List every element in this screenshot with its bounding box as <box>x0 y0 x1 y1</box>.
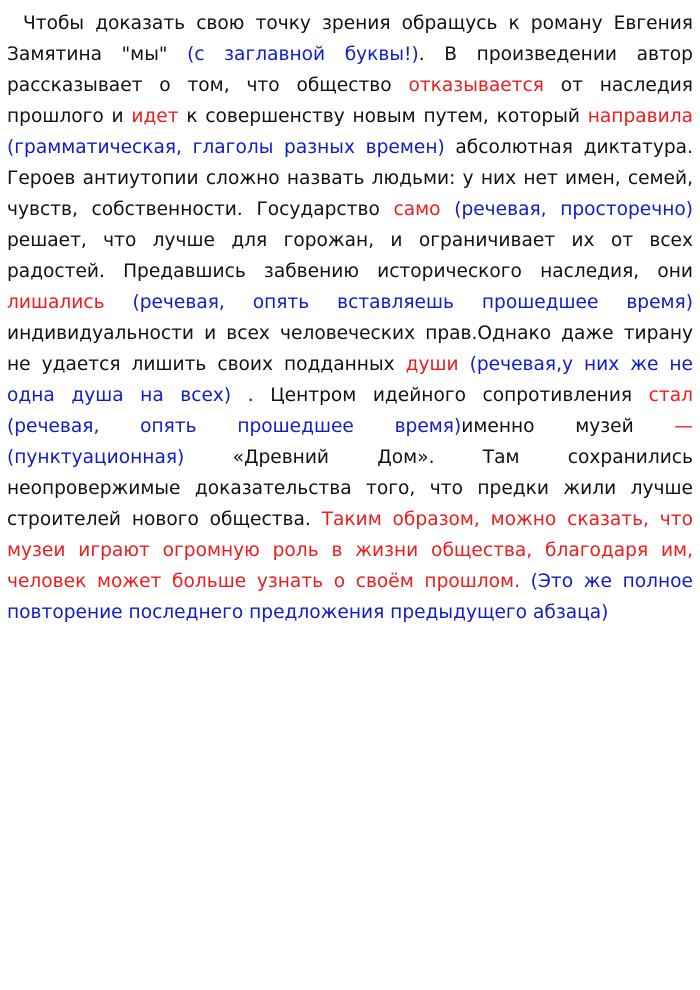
essay-text: к совершенству новым путем, который <box>178 106 588 127</box>
essay-paragraph <box>7 8 693 628</box>
essay-text: «Древний Дом». Там сохранились неопровержимые доказательства того, что предки жили лучше строителей нового общества. <box>7 447 693 530</box>
highlighted-error-text: — <box>674 416 693 437</box>
teacher-comment: (пунктуационная) <box>7 447 185 468</box>
highlighted-error-text: души <box>405 354 459 375</box>
highlighted-error-text: отказывается <box>408 75 544 96</box>
essay-text: индивидуальности и всех человеческих прав.Однако даже тирану не удается лишить своих подданных <box>7 323 693 375</box>
essay-text: именно музей <box>461 416 675 437</box>
essay-text: Чтобы доказать свою точку зрения обращусь к роману Евгения Замятина "мы" <box>7 13 693 65</box>
highlighted-error-text: идет <box>131 106 179 127</box>
essay-text <box>441 199 455 220</box>
highlighted-error-text: Таким образом, можно сказать, что музеи играют огромную роль в жизни общества, благодаря им, человек может больше узнать о своём прошлом. <box>7 509 693 592</box>
highlighted-error-text: само <box>393 199 441 220</box>
teacher-comment: (речевая,у них же не одна душа на всех) <box>7 354 693 406</box>
essay-text: . В произведении автор рассказывает о том, что общество <box>7 44 693 96</box>
essay-text <box>520 571 531 592</box>
teacher-comment: (речевая, опять прошедшее время) <box>7 416 462 437</box>
teacher-comment: (с заглавной буквы!) <box>187 44 419 65</box>
teacher-comment: (речевая, просторечно) <box>454 199 693 220</box>
teacher-comment: (грамматическая, глаголы разных времен) <box>7 137 445 158</box>
teacher-comment: (Это же полное повторение последнего предложения предыдущего абзаца) <box>7 571 693 623</box>
highlighted-error-text: лишались <box>7 292 105 313</box>
highlighted-error-text: стал <box>648 385 693 406</box>
essay-text: решает, что лучше для горожан, и ограничивает их от всех радостей. Предавшись забвению исторического наследия, они <box>7 230 693 282</box>
essay-text: . Центром идейного сопротивления <box>231 385 649 406</box>
essay-text <box>459 354 470 375</box>
essay-text: от наследия прошлого и <box>7 75 693 127</box>
essay-text <box>105 292 133 313</box>
essay-text: абсолютная диктатура. Героев антиутопии сложно назвать людьми: у них нет имен, семей, чувств, собственности. Государство <box>7 137 693 220</box>
teacher-comment: (речевая, опять вставляешь прошедшее время) <box>132 292 693 313</box>
highlighted-error-text: направила <box>587 106 693 127</box>
